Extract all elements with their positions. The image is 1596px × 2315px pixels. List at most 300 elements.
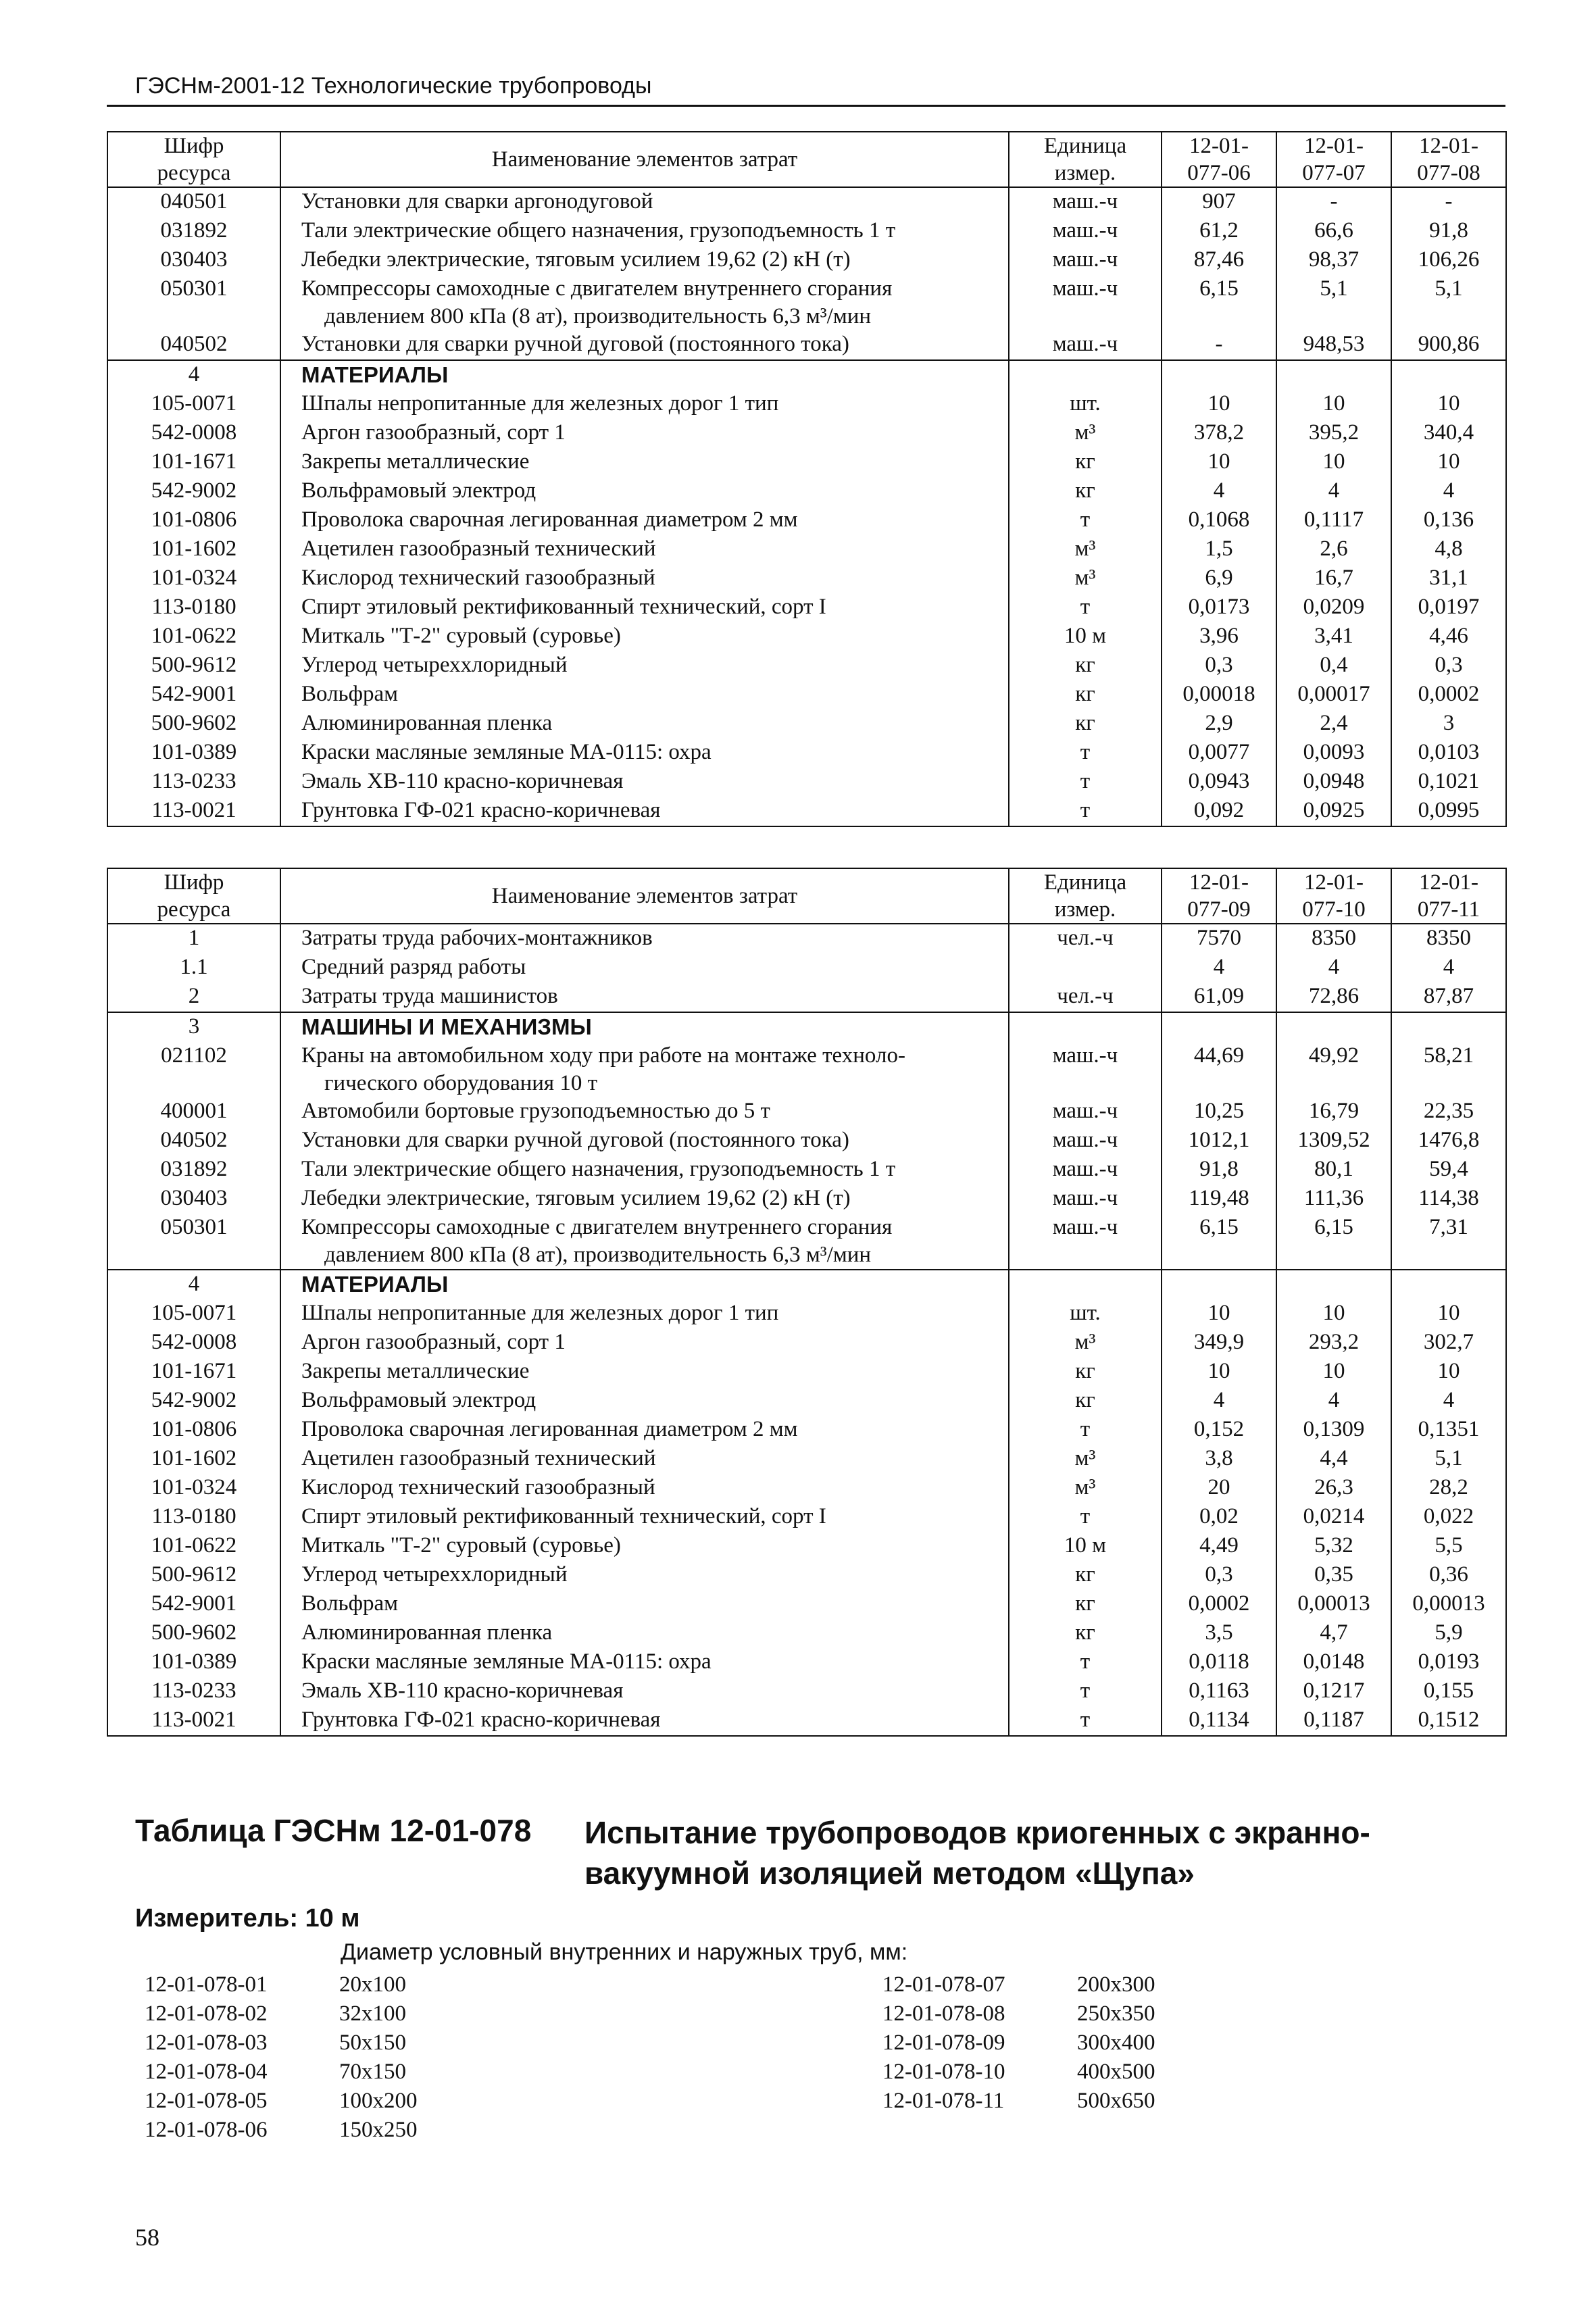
resource-name-text: Установки для сварки аргонодуговой bbox=[301, 189, 653, 214]
resource-name bbox=[280, 477, 1009, 506]
table-row bbox=[107, 953, 1506, 982]
value-cell: 91,8 bbox=[1162, 1155, 1276, 1185]
resource-code: 031892 bbox=[107, 1155, 280, 1185]
resource-name-text: Кислород технический газообразный bbox=[301, 1475, 655, 1499]
resource-name bbox=[280, 1445, 1009, 1474]
variant-list-left bbox=[145, 1970, 418, 2145]
unit-cell: т bbox=[1009, 1706, 1162, 1736]
variant-size: 100x200 bbox=[339, 2089, 418, 2113]
norm-column-header: 12-01- 077-10 bbox=[1276, 868, 1391, 924]
resource-code: 542-9002 bbox=[107, 1387, 280, 1416]
resource-code: 050301 bbox=[107, 275, 280, 330]
table-row bbox=[107, 1532, 1506, 1561]
resource-code: 030403 bbox=[107, 1185, 280, 1214]
table-row bbox=[107, 217, 1506, 246]
resource-name-text: Вольфрам bbox=[301, 1591, 399, 1616]
resource-code: 113-0180 bbox=[107, 593, 280, 622]
value-cell: 0,0925 bbox=[1276, 797, 1391, 826]
resource-code: 1 bbox=[107, 924, 280, 953]
resource-code: 3 bbox=[107, 1012, 280, 1042]
variant-size: 300x400 bbox=[1077, 2031, 1155, 2055]
variant-size: 400x500 bbox=[1077, 2060, 1155, 2084]
value-cell: 2,6 bbox=[1276, 535, 1391, 564]
value-cell: 5,1 bbox=[1391, 275, 1506, 330]
unit-cell: т bbox=[1009, 506, 1162, 535]
table-row bbox=[107, 739, 1506, 768]
table-row bbox=[107, 1706, 1506, 1736]
value-cell: 6,15 bbox=[1162, 1214, 1276, 1270]
unit-cell: м³ bbox=[1009, 564, 1162, 593]
resource-name-text: МАТЕРИАЛЫ bbox=[301, 1272, 449, 1297]
table-title-name: Испытание трубопроводов криогенных с экранно-вакуумной изоляцией методом «Щупа» bbox=[584, 1815, 1370, 1891]
value-cell: 7,31 bbox=[1391, 1214, 1506, 1270]
resource-name-text: МАШИНЫ И МЕХАНИЗМЫ bbox=[301, 1014, 592, 1039]
section-header-row bbox=[107, 1270, 1506, 1299]
resource-name bbox=[280, 953, 1009, 982]
value-cell bbox=[1162, 1012, 1276, 1042]
value-cell: 5,1 bbox=[1391, 1445, 1506, 1474]
resource-name-text: МАТЕРИАЛЫ bbox=[301, 362, 449, 387]
unit-cell: кг bbox=[1009, 680, 1162, 710]
value-cell: 44,69 bbox=[1162, 1042, 1276, 1097]
resource-name bbox=[280, 535, 1009, 564]
value-cell: 49,92 bbox=[1276, 1042, 1391, 1097]
unit-cell: м³ bbox=[1009, 535, 1162, 564]
value-cell: 378,2 bbox=[1162, 419, 1276, 448]
resource-code: 113-0180 bbox=[107, 1503, 280, 1532]
table-row bbox=[107, 1042, 1506, 1097]
value-cell: 4,8 bbox=[1391, 535, 1506, 564]
value-cell: 3,41 bbox=[1276, 622, 1391, 651]
resource-name bbox=[280, 419, 1009, 448]
value-cell: 10 bbox=[1391, 390, 1506, 419]
value-cell: - bbox=[1276, 187, 1391, 217]
resource-code: 542-9002 bbox=[107, 477, 280, 506]
resource-name-continuation: давлением 800 кПа (8 ат), производительность 6,3 м³/мин bbox=[324, 1243, 872, 1267]
resource-code: 101-1602 bbox=[107, 1445, 280, 1474]
resource-code: 101-0622 bbox=[107, 622, 280, 651]
unit-cell: м³ bbox=[1009, 419, 1162, 448]
variant-item bbox=[145, 2087, 418, 2116]
resource-name bbox=[280, 680, 1009, 710]
variant-code: 12-01-078-07 bbox=[882, 1972, 1005, 1997]
value-cell: 4,4 bbox=[1276, 1445, 1391, 1474]
variant-item bbox=[145, 1970, 418, 1999]
unit-cell: маш.-ч bbox=[1009, 1155, 1162, 1185]
value-cell: 66,6 bbox=[1276, 217, 1391, 246]
table-row bbox=[107, 1097, 1506, 1126]
value-cell: 0,1117 bbox=[1276, 506, 1391, 535]
variant-item bbox=[145, 1999, 418, 2028]
value-cell: 3 bbox=[1391, 710, 1506, 739]
value-cell: 0,1134 bbox=[1162, 1706, 1276, 1736]
value-cell: 4 bbox=[1276, 1387, 1391, 1416]
value-cell: 87,87 bbox=[1391, 982, 1506, 1012]
resource-name-text: Краны на автомобильном ходу при работе на монтаже техноло- bbox=[301, 1043, 905, 1068]
table-row bbox=[107, 1185, 1506, 1214]
table-row bbox=[107, 982, 1506, 1012]
resource-name bbox=[280, 710, 1009, 739]
value-cell: 0,0943 bbox=[1162, 768, 1276, 797]
resource-name bbox=[280, 1155, 1009, 1185]
code-column-header: Шифр ресурса bbox=[107, 132, 280, 187]
resource-name bbox=[280, 1561, 1009, 1590]
name-column-header: Наименование элементов затрат bbox=[280, 868, 1009, 924]
unit-cell: маш.-ч bbox=[1009, 1042, 1162, 1097]
value-cell: 4 bbox=[1276, 477, 1391, 506]
value-cell: 61,09 bbox=[1162, 982, 1276, 1012]
resource-code: 113-0021 bbox=[107, 1706, 280, 1736]
resource-name bbox=[280, 1126, 1009, 1155]
resource-name-text: Вольфрамовый электрод bbox=[301, 478, 537, 503]
variant-size: 150x250 bbox=[339, 2118, 418, 2142]
variant-size: 250x350 bbox=[1077, 2001, 1155, 2026]
resource-code: 040502 bbox=[107, 1126, 280, 1155]
unit-cell: 10 м bbox=[1009, 1532, 1162, 1561]
table-row bbox=[107, 506, 1506, 535]
resource-name-text: Алюминированная пленка bbox=[301, 1620, 553, 1645]
page-number: 58 bbox=[135, 2224, 159, 2251]
variant-code: 12-01-078-01 bbox=[145, 1972, 268, 1997]
unit-cell: м³ bbox=[1009, 1328, 1162, 1358]
resource-name bbox=[280, 768, 1009, 797]
value-cell: 0,0093 bbox=[1276, 739, 1391, 768]
resource-name-text: Лебедки электрические, тяговым усилием 19,62 (2) кН (т) bbox=[301, 1186, 851, 1210]
running-header: ГЭСНм-2001-12 Технологические трубопроводы bbox=[135, 73, 652, 99]
variant-item bbox=[882, 2058, 1155, 2087]
value-cell: 900,86 bbox=[1391, 330, 1506, 360]
unit-cell: т bbox=[1009, 739, 1162, 768]
value-cell: 4 bbox=[1276, 953, 1391, 982]
unit-cell: маш.-ч bbox=[1009, 275, 1162, 330]
resource-name-text: Средний разряд работы bbox=[301, 955, 526, 979]
value-cell: 10 bbox=[1391, 1299, 1506, 1328]
resource-code: 101-0389 bbox=[107, 739, 280, 768]
resource-code: 105-0071 bbox=[107, 1299, 280, 1328]
value-cell: 80,1 bbox=[1276, 1155, 1391, 1185]
resource-name-text: Грунтовка ГФ-021 красно-коричневая bbox=[301, 798, 661, 822]
value-cell: 0,1351 bbox=[1391, 1416, 1506, 1445]
table-row bbox=[107, 1677, 1506, 1706]
value-cell: 6,9 bbox=[1162, 564, 1276, 593]
value-cell: 31,1 bbox=[1391, 564, 1506, 593]
unit-cell: маш.-ч bbox=[1009, 1185, 1162, 1214]
value-cell: 4 bbox=[1391, 477, 1506, 506]
value-cell: 302,7 bbox=[1391, 1328, 1506, 1358]
resource-name-text: Углерод четыреххлоридный bbox=[301, 653, 568, 677]
value-cell: 0,152 bbox=[1162, 1416, 1276, 1445]
value-cell: 0,0197 bbox=[1391, 593, 1506, 622]
value-cell: 0,022 bbox=[1391, 1503, 1506, 1532]
variant-code: 12-01-078-11 bbox=[882, 2089, 1005, 2113]
code-column-header: Шифр ресурса bbox=[107, 868, 280, 924]
value-cell: 5,1 bbox=[1276, 275, 1391, 330]
table-row bbox=[107, 1126, 1506, 1155]
norm-column-header: 12-01- 077-08 bbox=[1391, 132, 1506, 187]
value-cell: 907 bbox=[1162, 187, 1276, 217]
value-cell: 0,3 bbox=[1162, 651, 1276, 680]
value-cell: 106,26 bbox=[1391, 246, 1506, 275]
value-cell: 0,0077 bbox=[1162, 739, 1276, 768]
resource-code: 542-0008 bbox=[107, 419, 280, 448]
resource-name bbox=[280, 1619, 1009, 1648]
value-cell: 1012,1 bbox=[1162, 1126, 1276, 1155]
resource-name bbox=[280, 1185, 1009, 1214]
table-row bbox=[107, 1474, 1506, 1503]
value-cell: 0,0103 bbox=[1391, 739, 1506, 768]
variant-code: 12-01-078-09 bbox=[882, 2031, 1005, 2055]
value-cell: 349,9 bbox=[1162, 1328, 1276, 1358]
value-cell: 0,36 bbox=[1391, 1561, 1506, 1590]
resource-code: 2 bbox=[107, 982, 280, 1012]
resource-name-text: Эмаль ХВ-110 красно-коричневая bbox=[301, 1678, 624, 1703]
resource-name-text: Ацетилен газообразный технический bbox=[301, 1446, 656, 1470]
resource-code: 542-9001 bbox=[107, 1590, 280, 1619]
resource-code: 500-9602 bbox=[107, 710, 280, 739]
table-row bbox=[107, 330, 1506, 360]
value-cell: 0,00013 bbox=[1276, 1590, 1391, 1619]
resource-code: 113-0233 bbox=[107, 768, 280, 797]
variant-size: 32x100 bbox=[339, 2001, 406, 2026]
value-cell: 87,46 bbox=[1162, 246, 1276, 275]
resource-code: 113-0233 bbox=[107, 1677, 280, 1706]
resource-name-text: Лебедки электрические, тяговым усилием 19,62 (2) кН (т) bbox=[301, 247, 851, 272]
resource-name-text: Проволока сварочная легированная диаметром 2 мм bbox=[301, 1417, 798, 1441]
table-row bbox=[107, 246, 1506, 275]
table-row bbox=[107, 710, 1506, 739]
value-cell: 4,49 bbox=[1162, 1532, 1276, 1561]
resource-code: 113-0021 bbox=[107, 797, 280, 826]
value-cell: 3,5 bbox=[1162, 1619, 1276, 1648]
resource-name bbox=[280, 564, 1009, 593]
value-cell: 0,0002 bbox=[1162, 1590, 1276, 1619]
resource-name-text: Шпалы непропитанные для железных дорог 1 тип bbox=[301, 391, 779, 416]
table-row bbox=[107, 1214, 1506, 1270]
resource-name bbox=[280, 1097, 1009, 1126]
variant-size: 50x150 bbox=[339, 2031, 406, 2055]
value-cell: 59,4 bbox=[1391, 1155, 1506, 1185]
resource-code: 500-9602 bbox=[107, 1619, 280, 1648]
unit-cell: 10 м bbox=[1009, 622, 1162, 651]
resource-code: 040502 bbox=[107, 330, 280, 360]
resource-name-text: Углерод четыреххлоридный bbox=[301, 1562, 568, 1587]
resource-name-text: Грунтовка ГФ-021 красно-коричневая bbox=[301, 1708, 661, 1732]
variant-item bbox=[145, 2058, 418, 2087]
value-cell: 10 bbox=[1276, 390, 1391, 419]
table-row bbox=[107, 1155, 1506, 1185]
resource-name-text: Закрепы металлические bbox=[301, 1359, 530, 1383]
unit-cell: чел.-ч bbox=[1009, 924, 1162, 953]
table-header-row bbox=[107, 132, 1506, 187]
resource-name bbox=[280, 330, 1009, 360]
unit-cell: маш.-ч bbox=[1009, 246, 1162, 275]
value-cell: 4 bbox=[1391, 1387, 1506, 1416]
unit-column-header: Единица измер. bbox=[1009, 132, 1162, 187]
table-row bbox=[107, 187, 1506, 217]
resource-name-text: Вольфрамовый электрод bbox=[301, 1388, 537, 1412]
value-cell: 111,36 bbox=[1276, 1185, 1391, 1214]
value-cell: 0,00013 bbox=[1391, 1590, 1506, 1619]
table-row bbox=[107, 564, 1506, 593]
resource-name-text: Краски масляные земляные МА-0115: охра bbox=[301, 740, 712, 764]
resource-name bbox=[280, 1416, 1009, 1445]
resource-name bbox=[280, 924, 1009, 953]
resource-name bbox=[280, 982, 1009, 1012]
resource-name bbox=[280, 622, 1009, 651]
unit-cell: т bbox=[1009, 593, 1162, 622]
measure-unit: Измеритель: 10 м bbox=[135, 1904, 360, 1933]
name-column-header: Наименование элементов затрат bbox=[280, 132, 1009, 187]
resource-name-text: Спирт этиловый ректификованный технический, сорт I bbox=[301, 595, 826, 619]
resource-code: 030403 bbox=[107, 246, 280, 275]
value-cell: 2,4 bbox=[1276, 710, 1391, 739]
value-cell: 91,8 bbox=[1391, 217, 1506, 246]
unit-cell: кг bbox=[1009, 448, 1162, 477]
value-cell: 0,0948 bbox=[1276, 768, 1391, 797]
resource-code: 101-0806 bbox=[107, 506, 280, 535]
table-row bbox=[107, 1328, 1506, 1358]
unit-cell: маш.-ч bbox=[1009, 1097, 1162, 1126]
value-cell: 61,2 bbox=[1162, 217, 1276, 246]
value-cell: 8350 bbox=[1276, 924, 1391, 953]
value-cell: 28,2 bbox=[1391, 1474, 1506, 1503]
value-cell: 16,7 bbox=[1276, 564, 1391, 593]
unit-cell: т bbox=[1009, 1503, 1162, 1532]
resource-name-text: Тали электрические общего назначения, грузоподъемность 1 т bbox=[301, 1157, 896, 1181]
unit-cell: т bbox=[1009, 768, 1162, 797]
table-row bbox=[107, 477, 1506, 506]
value-cell bbox=[1276, 1012, 1391, 1042]
resource-name-text: Затраты труда рабочих-монтажников bbox=[301, 926, 653, 950]
resource-name-text: Миткаль "Т-2" суровый (суровье) bbox=[301, 1533, 621, 1558]
resource-name-text: Тали электрические общего назначения, грузоподъемность 1 т bbox=[301, 218, 896, 243]
value-cell bbox=[1162, 1270, 1276, 1299]
value-cell: 0,136 bbox=[1391, 506, 1506, 535]
variant-item bbox=[882, 1970, 1155, 1999]
table-row bbox=[107, 275, 1506, 330]
resource-name-text: Эмаль ХВ-110 красно-коричневая bbox=[301, 769, 624, 793]
value-cell: 10 bbox=[1391, 448, 1506, 477]
resource-code: 021102 bbox=[107, 1042, 280, 1097]
resource-name bbox=[280, 1358, 1009, 1387]
resource-name-text: Аргон газообразный, сорт 1 bbox=[301, 420, 566, 445]
variant-item bbox=[882, 1999, 1155, 2028]
value-cell: 58,21 bbox=[1391, 1042, 1506, 1097]
resource-name-text: Спирт этиловый ректификованный технический, сорт I bbox=[301, 1504, 826, 1528]
variant-code: 12-01-078-04 bbox=[145, 2060, 268, 2084]
variant-code: 12-01-078-08 bbox=[882, 2001, 1005, 2026]
variant-size: 20x100 bbox=[339, 1972, 406, 1997]
resource-code: 500-9612 bbox=[107, 651, 280, 680]
value-cell: 10 bbox=[1162, 1299, 1276, 1328]
resource-name bbox=[280, 1648, 1009, 1677]
table-row bbox=[107, 924, 1506, 953]
value-cell: 10 bbox=[1391, 1358, 1506, 1387]
variant-list-right bbox=[882, 1970, 1155, 2116]
unit-cell: т bbox=[1009, 1648, 1162, 1677]
resource-name bbox=[280, 1677, 1009, 1706]
table-row bbox=[107, 651, 1506, 680]
resource-name bbox=[280, 1474, 1009, 1503]
table-row bbox=[107, 622, 1506, 651]
value-cell: 3,8 bbox=[1162, 1445, 1276, 1474]
value-cell: 20 bbox=[1162, 1474, 1276, 1503]
value-cell: 16,79 bbox=[1276, 1097, 1391, 1126]
unit-cell: маш.-ч bbox=[1009, 1214, 1162, 1270]
resource-code: 101-1671 bbox=[107, 448, 280, 477]
resource-name bbox=[280, 448, 1009, 477]
resource-name-text: Кислород технический газообразный bbox=[301, 566, 655, 590]
table-row bbox=[107, 1648, 1506, 1677]
unit-cell: м³ bbox=[1009, 1474, 1162, 1503]
table-row bbox=[107, 1358, 1506, 1387]
resource-code: 040501 bbox=[107, 187, 280, 217]
diameter-caption: Диаметр условный внутренних и наружных труб, мм: bbox=[341, 1939, 908, 1965]
norm-column-header: 12-01- 077-09 bbox=[1162, 868, 1276, 924]
value-cell bbox=[1162, 360, 1276, 390]
value-cell: 1,5 bbox=[1162, 535, 1276, 564]
value-cell: 114,38 bbox=[1391, 1185, 1506, 1214]
value-cell: 5,5 bbox=[1391, 1532, 1506, 1561]
resource-name-text: Алюминированная пленка bbox=[301, 711, 553, 735]
norm-column-header: 12-01- 077-06 bbox=[1162, 132, 1276, 187]
value-cell: 0,02 bbox=[1162, 1503, 1276, 1532]
resource-name bbox=[280, 651, 1009, 680]
unit-cell: маш.-ч bbox=[1009, 1126, 1162, 1155]
value-cell: 0,3 bbox=[1162, 1561, 1276, 1590]
value-cell: 5,32 bbox=[1276, 1532, 1391, 1561]
value-cell: 8350 bbox=[1391, 924, 1506, 953]
value-cell: 4 bbox=[1391, 953, 1506, 982]
resource-name-text: Компрессоры самоходные с двигателем внутреннего сгорания bbox=[301, 1215, 893, 1239]
table-row bbox=[107, 1561, 1506, 1590]
table-row bbox=[107, 390, 1506, 419]
resource-code: 101-0806 bbox=[107, 1416, 280, 1445]
resource-name bbox=[280, 1042, 1009, 1097]
unit-cell: кг bbox=[1009, 1561, 1162, 1590]
resource-name-text: Вольфрам bbox=[301, 682, 399, 706]
table-row bbox=[107, 1590, 1506, 1619]
unit-cell: кг bbox=[1009, 477, 1162, 506]
norm-column-header: 12-01- 077-11 bbox=[1391, 868, 1506, 924]
unit-cell bbox=[1009, 953, 1162, 982]
unit-cell bbox=[1009, 1012, 1162, 1042]
value-cell: 22,35 bbox=[1391, 1097, 1506, 1126]
value-cell: 0,00018 bbox=[1162, 680, 1276, 710]
unit-cell bbox=[1009, 360, 1162, 390]
resource-name bbox=[280, 1299, 1009, 1328]
value-cell: 10 bbox=[1276, 448, 1391, 477]
resource-name bbox=[280, 1532, 1009, 1561]
resource-code: 400001 bbox=[107, 1097, 280, 1126]
resource-code: 101-0622 bbox=[107, 1532, 280, 1561]
resource-code: 4 bbox=[107, 360, 280, 390]
value-cell bbox=[1276, 1270, 1391, 1299]
value-cell: 6,15 bbox=[1276, 1214, 1391, 1270]
resource-name bbox=[280, 246, 1009, 275]
resource-name-text: Установки для сварки ручной дуговой (постоянного тока) bbox=[301, 1128, 849, 1152]
unit-cell: маш.-ч bbox=[1009, 187, 1162, 217]
value-cell: 6,15 bbox=[1162, 275, 1276, 330]
resource-code: 500-9612 bbox=[107, 1561, 280, 1590]
resource-name-continuation: гического оборудования 10 т bbox=[324, 1071, 598, 1095]
variant-item bbox=[145, 2116, 418, 2145]
value-cell: 1309,52 bbox=[1276, 1126, 1391, 1155]
unit-cell: кг bbox=[1009, 1619, 1162, 1648]
table-row bbox=[107, 448, 1506, 477]
table-row bbox=[107, 1416, 1506, 1445]
resource-name bbox=[280, 1503, 1009, 1532]
